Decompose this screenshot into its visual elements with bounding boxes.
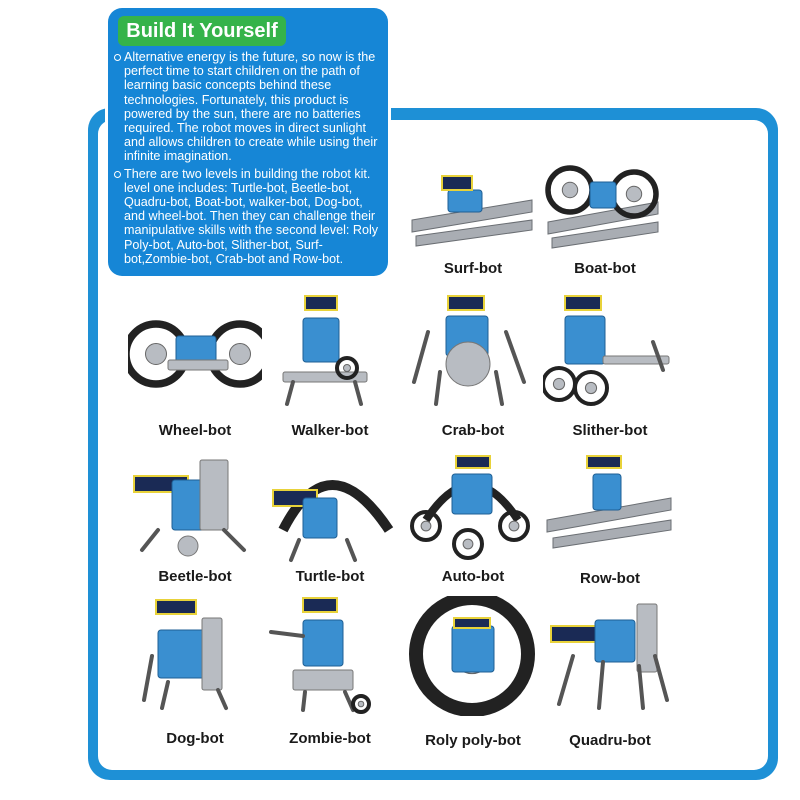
robot-card-turtle-bot (255, 450, 405, 610)
frame-part (168, 360, 228, 370)
solar-panel (565, 296, 601, 310)
boat-bot-illustration (538, 150, 672, 270)
robot-label: Roly poly-bot (425, 732, 521, 749)
robot-body (593, 474, 621, 510)
robot-card-zombie-bot (255, 596, 405, 756)
robot-body (303, 620, 343, 666)
solar-panel (587, 456, 621, 468)
robot-card-auto-bot (398, 450, 548, 610)
body-plate (446, 342, 490, 386)
leg (347, 540, 355, 560)
roly-poly-bot-illustration (406, 596, 540, 716)
robot-body (452, 474, 492, 514)
robot-body (303, 498, 337, 538)
robot-card-dog-bot (120, 596, 270, 756)
leg (436, 372, 440, 404)
leg (142, 530, 158, 550)
robot-body (448, 190, 482, 212)
robot-label: Zombie-bot (289, 730, 371, 747)
leg (655, 656, 667, 700)
robot-body (595, 620, 635, 662)
robot-label: Row-bot (580, 570, 640, 587)
info-list (114, 50, 384, 269)
robot-label: Walker-bot (291, 422, 369, 439)
dog-bot-illustration (128, 596, 262, 716)
leg (506, 332, 524, 382)
robot-body (452, 626, 494, 672)
robot-body (303, 318, 339, 362)
leg (496, 372, 502, 404)
robot-label: Surf-bot (443, 260, 503, 277)
robot-card-roly-poly-bot (398, 596, 548, 756)
frame-part (293, 670, 353, 690)
leg (271, 632, 303, 636)
leg (162, 682, 168, 708)
solar-panel (303, 598, 337, 612)
wheel-bot-illustration (128, 292, 262, 412)
surf-bot-illustration (406, 150, 540, 270)
solar-panel (456, 456, 490, 468)
leg (218, 690, 226, 708)
info-box (108, 8, 388, 276)
solar-panel (156, 600, 196, 614)
foot (178, 536, 198, 556)
info-paragraph-2: There are two levels in building the robot kit. level one includes: Turtle-bot, Beetle-bot, Quadru-bot, Boat-bot, walker-bot, Dog-bot, and wheel-bot. Then they can challenge their manipulative skills with the second level: Roly Poly-bot, Auto-bot, Slither-bot, Surf-bot,Zombie-bot, Crab-bot and Row-bot. (114, 167, 384, 266)
crab-bot-illustration (406, 292, 540, 412)
robot-label: Boat-bot (574, 260, 636, 277)
robot-card-crab-bot (398, 292, 548, 452)
slither-bot-illustration (543, 292, 677, 412)
walker-bot-illustration (263, 292, 397, 412)
wheel-hub (553, 378, 564, 389)
robot-card-row-bot (535, 450, 685, 610)
robot-card-quadru-bot (535, 596, 685, 756)
wheel-hub (585, 382, 596, 393)
robot-card-walker-bot (255, 292, 405, 452)
robot-label: Turtle-bot (295, 568, 365, 585)
leg (224, 530, 244, 550)
beetle-bot-illustration (128, 450, 262, 570)
robot-label: Beetle-bot (158, 568, 232, 585)
robot-card-beetle-bot (120, 450, 270, 610)
wheel-hub (344, 365, 351, 372)
robot-label: Slither-bot (572, 422, 648, 439)
robot-card-surf-bot (398, 150, 548, 310)
robot-body (565, 316, 605, 364)
solar-panel (448, 296, 484, 310)
leg (355, 382, 361, 404)
frame-part (637, 604, 657, 672)
wheel-hub (421, 521, 431, 531)
leg (291, 540, 299, 560)
wheel-hub (463, 539, 473, 549)
leg (599, 662, 603, 708)
frame-part (200, 460, 228, 530)
robot-label: Crab-bot (441, 422, 505, 439)
wheel-hub (230, 344, 251, 365)
row-bot-illustration (543, 450, 677, 570)
info-title: Build It Yourself (118, 16, 286, 46)
robot-label: Dog-bot (166, 730, 224, 747)
auto-bot-illustration (406, 450, 540, 570)
robot-body (590, 182, 616, 208)
robot-card-slither-bot (535, 292, 685, 452)
solar-panel (442, 176, 472, 190)
leg (287, 382, 293, 404)
leg (559, 656, 573, 704)
robot-label: Quadru-bot (569, 732, 651, 749)
wheel-hub (562, 182, 577, 197)
wheel-hub (626, 186, 641, 201)
wheel-hub (358, 701, 364, 707)
info-paragraph-1: Alternative energy is the future, so now is the perfect time to start children on the path of learning basic concepts behind these technologies. Fortunately, this product is powered by the sun, there are no batteries required. The robot moves in direct sunlight and allows children to create while using their infinite imagination. (114, 50, 384, 164)
robot-body (158, 630, 206, 678)
robot-card-wheel-bot (120, 292, 270, 452)
wheel-hub (146, 344, 167, 365)
leg (144, 656, 152, 700)
solar-panel (305, 296, 337, 310)
turtle-bot-illustration (263, 450, 397, 570)
wheel-hub (509, 521, 519, 531)
leg (414, 332, 428, 382)
solar-panel (454, 618, 490, 628)
robot-card-boat-bot (530, 150, 680, 310)
robot-label: Wheel-bot (158, 422, 232, 439)
leg (303, 692, 305, 710)
zombie-bot-illustration (263, 596, 397, 716)
frame-part (202, 618, 222, 690)
robot-label: Auto-bot (441, 568, 505, 585)
quadru-bot-illustration (543, 596, 677, 716)
